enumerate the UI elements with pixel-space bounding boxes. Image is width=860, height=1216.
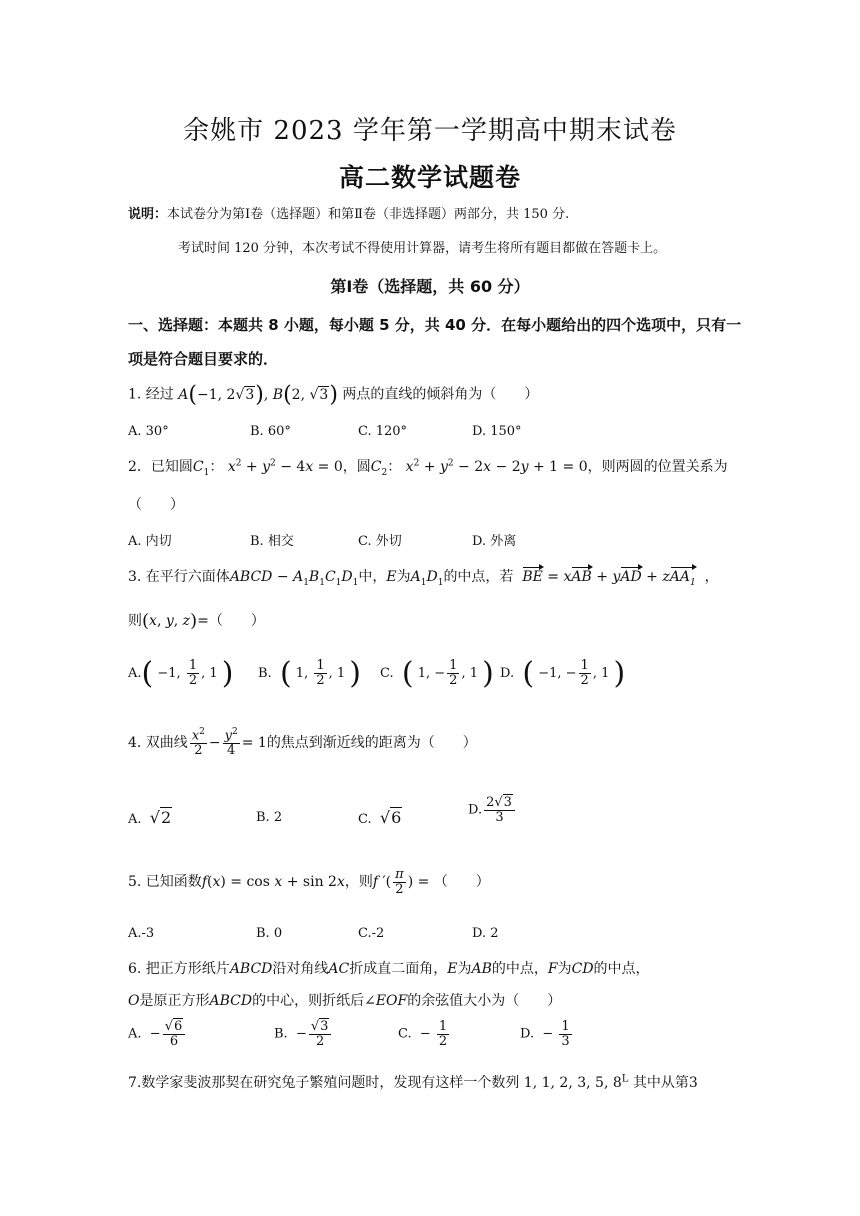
q5-option-b: B. 0 xyxy=(256,926,283,941)
q5-mid: ，则 xyxy=(344,874,373,891)
q3-option-c: C. ( 1, − $\frac{1}{2}$ , 1 ) xyxy=(380,656,494,691)
q2-paren: （ ） xyxy=(128,497,184,513)
question-3: 3. 在平行六面体ABCD − $A_1B_1C_1D_1$中，E为$A_1D_1$的中点，若 BE = xAB + yAD + zAA$_1$ ， xyxy=(128,569,719,588)
q1-option-a: A. 30° xyxy=(128,424,169,439)
q1-option-c: C. 120° xyxy=(358,424,408,439)
q7-suffix: 其中从第3 xyxy=(628,1075,698,1091)
question-7 xyxy=(128,1072,698,1092)
q3-line2-suffix: =（ ） xyxy=(197,613,265,629)
q7-trail: L xyxy=(621,1073,629,1085)
instructions-line-1 xyxy=(128,203,569,222)
q2-option-c: C. 外切 xyxy=(358,534,402,549)
q1-points: A(−1, 2√3), B(2, √3) xyxy=(178,382,338,407)
instructions-label: 说明： xyxy=(128,207,168,222)
q2-option-b: B. 相交 xyxy=(250,534,294,549)
question-5: 5. 已知函数f(x) = cos x + sin 2x，则f ′( $\frac{\pi}{2}$ ) = （ ） xyxy=(128,867,490,897)
q5-option-a: A.-3 xyxy=(128,926,155,941)
q3-mid3: 的中点，若 xyxy=(443,569,514,585)
q5-prefix: 5. 已知函数 xyxy=(128,874,202,891)
q2-option-a: A. 内切 xyxy=(128,534,172,549)
q5-option-c: C.-2 xyxy=(358,926,385,941)
q3-line-2: 则(x, y, z)=（ ） xyxy=(128,610,265,632)
q6-option-a: A. − $\frac{√6}{6}$ xyxy=(128,1020,187,1048)
q4-option-c: C. √6 xyxy=(358,808,402,827)
exam-subtitle: 高二数学试题卷 xyxy=(338,163,521,192)
question-2: 2．已知圆$C_1$： $x^2 + y^2 - 4x = 0$，圆$C_2$： $x^2 + y^2 - 2x - 2y + 1 = 0$，则两圆的位置关系为 xyxy=(128,458,728,478)
q1-prefix: 1. 经过 xyxy=(128,386,174,403)
q5-option-d: D. 2 xyxy=(472,926,499,941)
instructions-text-1: 本试卷分为第Ⅰ卷（选择题）和第Ⅱ卷（非选择题）两部分，共 150 分. xyxy=(167,207,570,222)
question-6-line-2: O是原正方形ABCD的中心，则折纸后∠EOF的余弦值大小为（ ） xyxy=(128,993,562,1009)
q4-option-d: D. $\frac{2√3}{3}$ xyxy=(468,796,517,824)
q3-option-a: A.( −1, $\frac{1}{2}$ , 1 ) xyxy=(128,656,234,691)
q3-line2-prefix: 则 xyxy=(128,613,142,629)
q4-prefix: 4. 双曲线 xyxy=(128,734,188,751)
section-title: 第Ⅰ卷（选择题，共 60 分） xyxy=(330,277,530,296)
question-1 xyxy=(128,382,538,407)
q4-suffix: 的焦点到渐近线的距离为（ ） xyxy=(266,734,477,751)
q6-option-b: B. − $\frac{√3}{2}$ xyxy=(274,1020,333,1048)
q6-option-d: D. − $\frac{1}{3}$ xyxy=(520,1019,570,1049)
q3-prefix: 3. 在平行六面体 xyxy=(128,569,230,585)
q4-option-b: B. 2 xyxy=(256,810,283,825)
q3-mid2: 为 xyxy=(396,569,411,585)
q4-option-a: A. √2 xyxy=(128,808,172,827)
q3-option-d: D. ( −1, − $\frac{1}{2}$ , 1 ) xyxy=(500,656,626,691)
instructions-line-2: 考试时间 120 分钟，本次考试不得使用计算器，请考生将所有题目都做在答题卡上。 xyxy=(178,241,667,256)
q6-option-c: C. − $\frac{1}{2}$ xyxy=(398,1019,448,1049)
section-intro-2: 项是符合题目要求的． xyxy=(128,350,279,368)
q2-mid: ，圆 xyxy=(342,459,371,475)
q1-option-b: B. 60° xyxy=(250,424,291,439)
question-6-line-1: 6. 把正方形纸片ABCD沿对角线AC折成直二面角，E为AB的中点，F为CD的中点， xyxy=(128,961,650,977)
exam-title: 余姚市 2023 学年第一学期高中期末试卷 xyxy=(183,116,677,146)
q2-prefix: 2．已知圆 xyxy=(128,459,193,475)
section-intro-1: 一、选择题：本题共 8 小题，每小题 5 分，共 40 分．在每小题给出的四个选项中，只有一 xyxy=(128,316,742,334)
q3-mid1: 中， xyxy=(358,569,387,585)
q3-option-b: B. ( 1, $\frac{1}{2}$ , 1 ) xyxy=(258,656,362,691)
q1-option-d: D. 150° xyxy=(472,424,522,439)
q2-option-d: D. 外离 xyxy=(472,534,517,549)
q7-text: 7.数学家斐波那契在研究兔子繁殖问题时，发现有这样一个数列 1, 1, 2, 3, 5, 8 xyxy=(128,1075,622,1091)
q5-suffix: = （ ） xyxy=(417,874,490,891)
q2-suffix: ，则两圆的位置关系为 xyxy=(587,459,728,475)
question-4: 4. 双曲线 $\frac{x^2}{2}$ − $\frac{y^2}{4}$ = 1的焦点到渐近线的距离为（ ） xyxy=(128,727,477,758)
q1-suffix: 两点的直线的倾斜角为（ ） xyxy=(342,386,539,403)
